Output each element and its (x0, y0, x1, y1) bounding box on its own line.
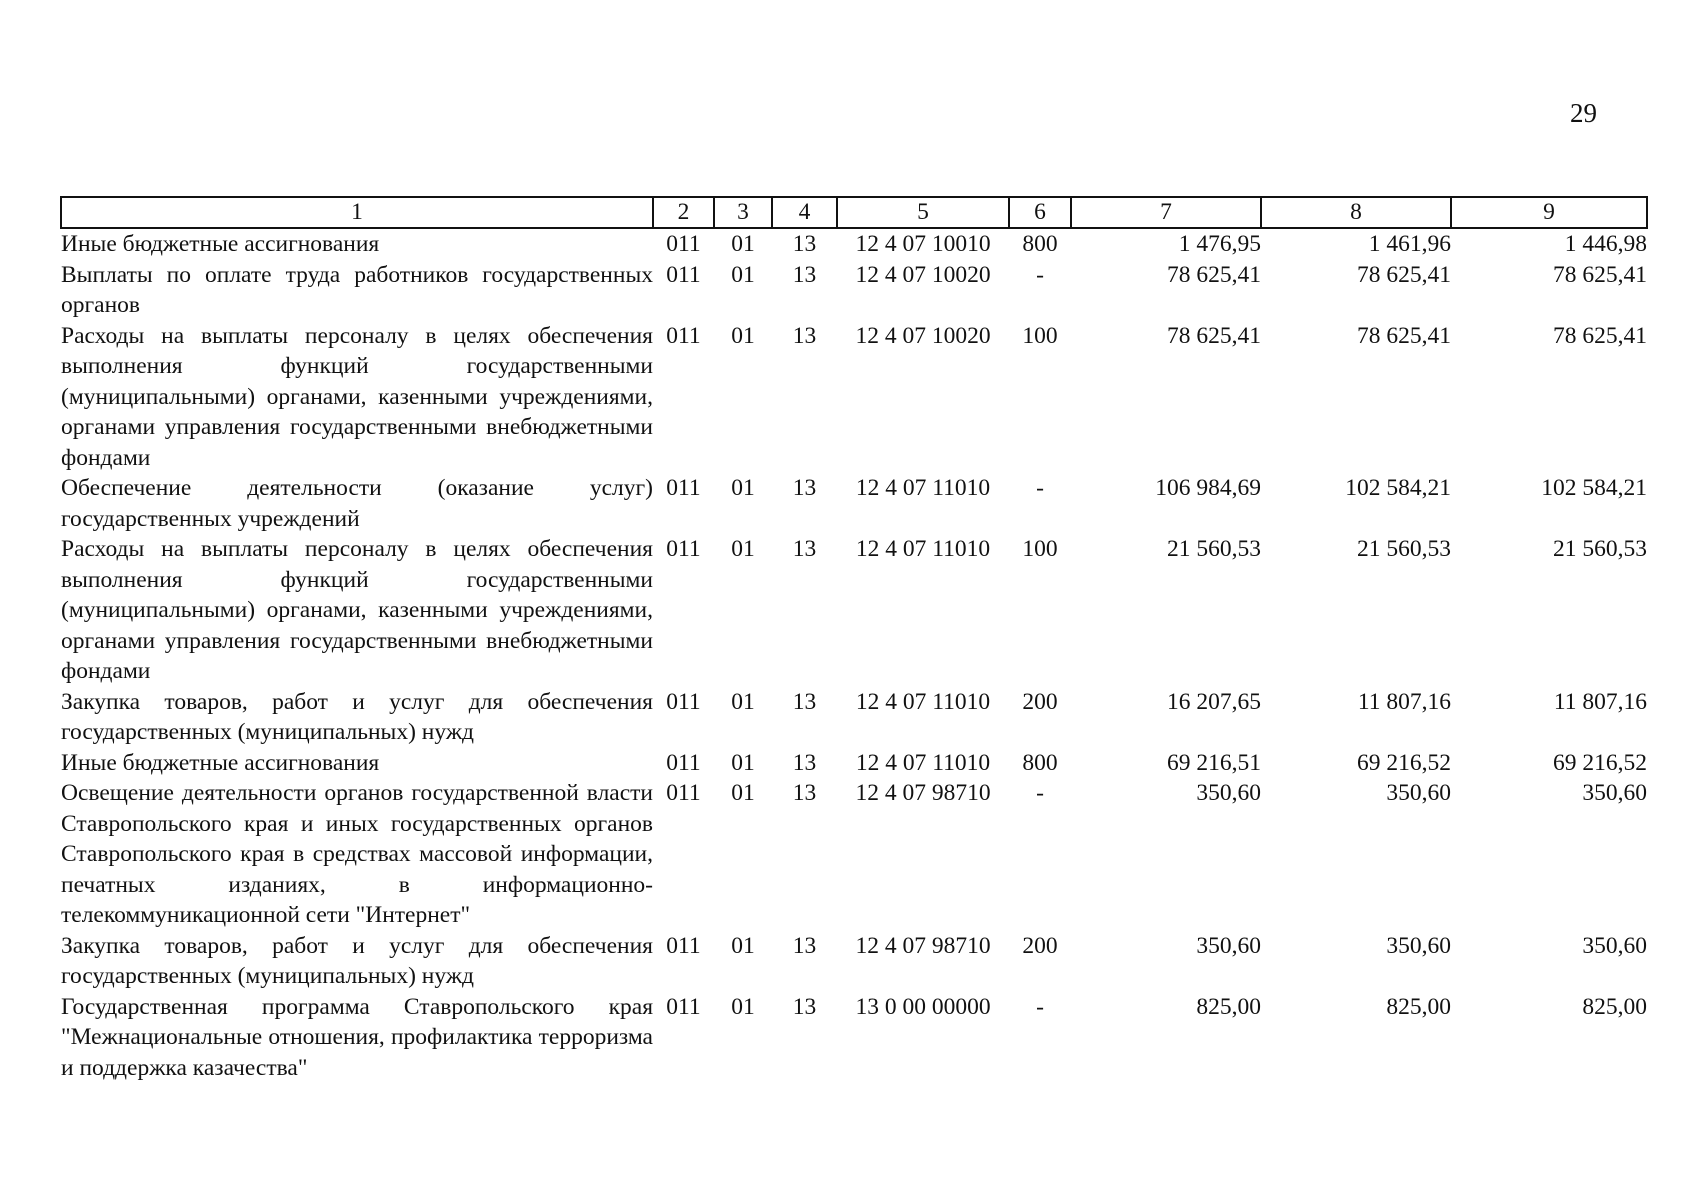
expense-type-code: 200 (1022, 688, 1058, 715)
expense-type-code: - (1036, 475, 1044, 501)
column-header-4: 4 (772, 197, 837, 228)
amount-col7: 825,00 (1196, 993, 1261, 1020)
amount-col9: 69 216,52 (1553, 749, 1647, 776)
expense-type-code: 800 (1022, 231, 1058, 257)
table-row (61, 931, 1647, 992)
section-code: 01 (731, 322, 755, 349)
target-article-code: 12 4 07 11010 (855, 475, 991, 501)
expense-type-code: 200 (1022, 932, 1058, 959)
header-row (61, 197, 1647, 228)
expense-type-code: 100 (1022, 536, 1058, 562)
subsection-code: 13 (792, 261, 817, 288)
table-row (61, 687, 1647, 748)
target-article-code: 12 4 07 10010 (855, 231, 991, 257)
table-row (61, 473, 1647, 534)
amount-col9: 350,60 (1582, 932, 1647, 959)
column-header-6: 6 (1009, 197, 1071, 228)
target-article-code: 12 4 07 10020 (855, 322, 991, 349)
amount-col9: 350,60 (1582, 780, 1647, 806)
amount-col7: 350,60 (1196, 780, 1261, 806)
ministry-code: 011 (666, 536, 701, 562)
section-code: 01 (731, 231, 755, 257)
expense-type-code: 800 (1022, 749, 1058, 776)
amount-col8: 825,00 (1386, 993, 1451, 1020)
ministry-code: 011 (666, 231, 701, 257)
target-article-code: 13 0 00 00000 (855, 993, 991, 1020)
amount-col9: 11 807,16 (1553, 688, 1647, 715)
amount-col8: 69 216,52 (1357, 749, 1451, 776)
subsection-code: 13 (792, 932, 817, 959)
column-header-3: 3 (714, 197, 772, 228)
expense-name: Освещение деятельности органов государственной власти Ставропольского края и иных государственных органов Ставропольского края в средствах массовой информации, печатных изданиях, в информационно-телекоммуникационной сети "Интернет" (61, 780, 653, 928)
target-article-code: 12 4 07 11010 (855, 536, 991, 562)
table-row (61, 748, 1647, 779)
amount-col8: 78 625,41 (1357, 322, 1451, 349)
ministry-code: 011 (666, 993, 701, 1020)
table-row (61, 321, 1647, 474)
amount-col9: 78 625,41 (1553, 261, 1647, 288)
table-row (61, 778, 1647, 931)
expense-name: Иные бюджетные ассигнования (61, 749, 380, 776)
expense-type-code: - (1036, 261, 1044, 288)
subsection-code: 13 (792, 536, 817, 562)
column-header-8: 8 (1261, 197, 1451, 228)
column-header-2: 2 (653, 197, 714, 228)
amount-col7: 350,60 (1196, 932, 1261, 959)
table-row (61, 992, 1647, 1084)
expense-type-code: - (1036, 993, 1044, 1020)
expense-name: Закупка товаров, работ и услуг для обеспечения государственных (муниципальных) нужд (61, 932, 653, 989)
table-body (61, 228, 1647, 1083)
expense-name: Иные бюджетные ассигнования (61, 231, 380, 257)
table-row (61, 260, 1647, 321)
table-header (61, 197, 1647, 228)
target-article-code: 12 4 07 11010 (855, 749, 991, 776)
table-row (61, 228, 1647, 260)
section-code: 01 (731, 475, 755, 501)
amount-col9: 78 625,41 (1553, 322, 1647, 349)
amount-col8: 21 560,53 (1357, 536, 1451, 562)
amount-col7: 16 207,65 (1167, 688, 1261, 715)
subsection-code: 13 (792, 231, 817, 257)
budget-table (60, 196, 1648, 1083)
target-article-code: 12 4 07 98710 (855, 780, 991, 806)
column-header-9: 9 (1451, 197, 1647, 228)
section-code: 01 (731, 749, 755, 776)
section-code: 01 (731, 780, 755, 806)
section-code: 01 (731, 688, 755, 715)
amount-col9: 1 446,98 (1564, 231, 1647, 257)
expense-name: Государственная программа Ставропольского края "Межнациональные отношения, профилактика терроризма и поддержка казачества" (61, 993, 653, 1081)
amount-col8: 78 625,41 (1357, 261, 1451, 288)
table-row (61, 534, 1647, 687)
expense-name: Закупка товаров, работ и услуг для обеспечения государственных (муниципальных) нужд (61, 688, 653, 745)
ministry-code: 011 (666, 475, 701, 501)
page-number: 29 (1570, 98, 1597, 128)
subsection-code: 13 (792, 688, 817, 715)
section-code: 01 (731, 932, 755, 959)
amount-col8: 350,60 (1386, 780, 1451, 806)
target-article-code: 12 4 07 11010 (855, 688, 991, 715)
expense-name: Расходы на выплаты персоналу в целях обеспечения выполнения функций государственными (муниципальными) органами, казенными учреждениями, органами управления государственными внебюджетными фондами (61, 322, 653, 471)
column-header-7: 7 (1071, 197, 1261, 228)
expense-type-code: - (1036, 780, 1044, 806)
section-code: 01 (731, 536, 755, 562)
target-article-code: 12 4 07 10020 (855, 261, 991, 288)
section-code: 01 (731, 993, 755, 1020)
target-article-code: 12 4 07 98710 (855, 932, 991, 959)
amount-col8: 102 584,21 (1345, 475, 1451, 501)
amount-col7: 78 625,41 (1167, 261, 1261, 288)
amount-col7: 106 984,69 (1155, 475, 1261, 501)
subsection-code: 13 (792, 749, 817, 776)
ministry-code: 011 (666, 688, 701, 715)
amount-col7: 21 560,53 (1167, 536, 1261, 562)
amount-col9: 21 560,53 (1553, 536, 1647, 562)
amount-col8: 1 461,96 (1368, 231, 1451, 257)
amount-col9: 825,00 (1582, 993, 1647, 1020)
ministry-code: 011 (666, 780, 701, 806)
ministry-code: 011 (666, 932, 701, 959)
subsection-code: 13 (792, 780, 817, 806)
ministry-code: 011 (666, 322, 701, 349)
expense-name: Выплаты по оплате труда работников государственных органов (61, 261, 653, 318)
section-code: 01 (731, 261, 755, 288)
ministry-code: 011 (666, 261, 701, 288)
subsection-code: 13 (792, 475, 817, 501)
subsection-code: 13 (792, 322, 817, 349)
ministry-code: 011 (666, 749, 701, 776)
amount-col9: 102 584,21 (1541, 475, 1647, 501)
column-header-5: 5 (837, 197, 1009, 228)
subsection-code: 13 (792, 993, 817, 1020)
amount-col8: 11 807,16 (1357, 688, 1451, 715)
amount-col7: 69 216,51 (1167, 749, 1261, 776)
amount-col8: 350,60 (1386, 932, 1451, 959)
column-header-1: 1 (61, 197, 653, 228)
amount-col7: 78 625,41 (1167, 322, 1261, 349)
expense-name: Расходы на выплаты персоналу в целях обеспечения выполнения функций государственными (муниципальными) органами, казенными учреждениями, органами управления государственными внебюджетными фондами (61, 536, 653, 684)
expense-name: Обеспечение деятельности (оказание услуг) государственных учреждений (61, 475, 653, 532)
expense-type-code: 100 (1022, 322, 1058, 349)
amount-col7: 1 476,95 (1178, 231, 1261, 257)
